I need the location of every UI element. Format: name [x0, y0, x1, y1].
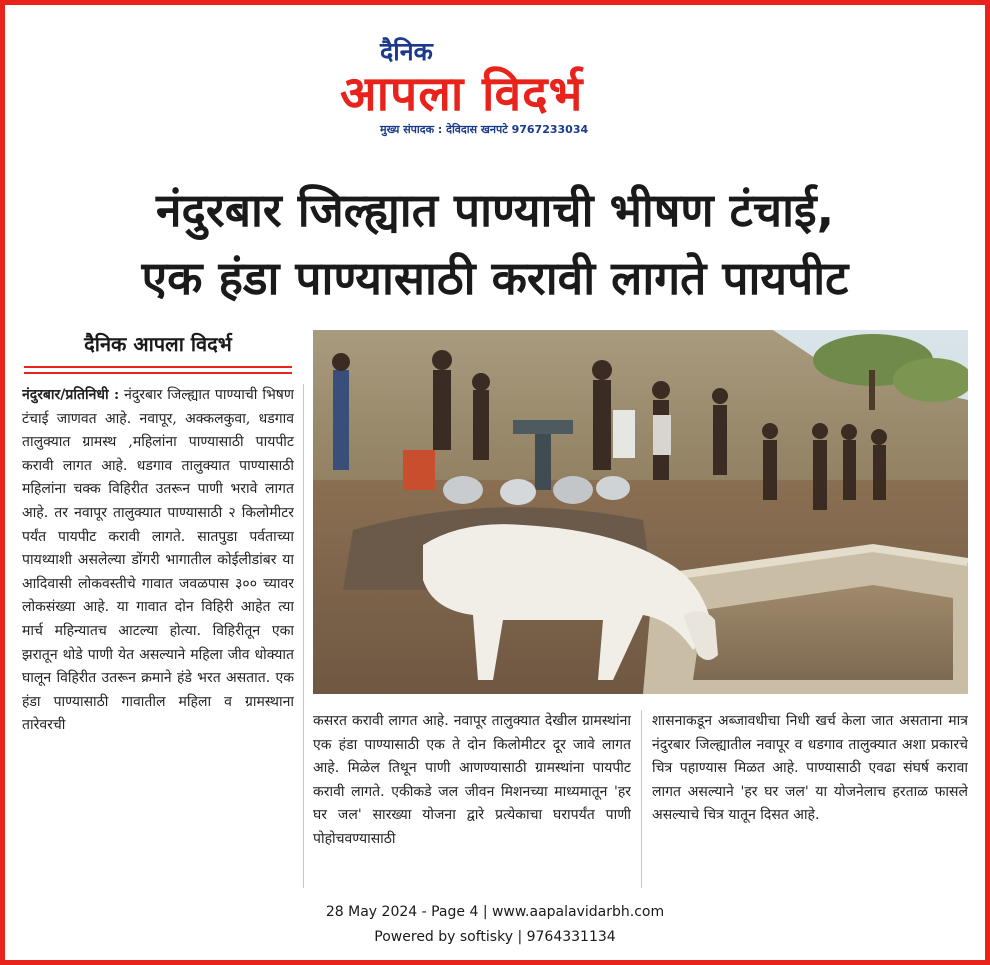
headline-line-1: नंदुरबार जिल्ह्यात पाण्याची भीषण टंचाई, — [155, 183, 835, 237]
article-column-3: शासनाकडून अब्जावधीचा निधी खर्च केला जात असताना मात्र नंदुरबार जिल्ह्यातील नवापूर व धडगाव तालुक्यात अशा प्रकारचे चित्र पहाण्यास मिळत आहे. पाण्यासाठी एवढा संघर्ष करावा लागत असल्याने 'हर घर जल' या योजनेलाच हरताळ फासले असल्याचे चित्र यातून दिसत आहे. — [652, 713, 968, 824]
dateline: नंदुरबार/प्रतिनिधी : — [22, 387, 120, 403]
masthead-logo — [340, 36, 660, 148]
article-headline — [0, 176, 990, 312]
byline-rule-top — [24, 366, 292, 368]
footer-powered-by: Powered by softisky | 9764331134 — [374, 929, 616, 945]
headline-line-2: एक हंडा पाण्यासाठी करावी लागते पायपीट — [141, 251, 849, 305]
column-divider-2 — [641, 710, 642, 888]
article-photo — [313, 330, 968, 694]
masthead-title: आपला विदर्भ — [340, 66, 584, 122]
column-divider-1 — [303, 384, 304, 888]
article-text-col1: नंदुरबार जिल्ह्यात पाण्याची भिषण टंचाई जाणवत आहे. नवापूर, अक्कलकुवा, धडगाव तालुक्यात ग्रामस्थ ,महिलांना पाण्यासाठी पायपीट करावी लागत आहे. धडगाव तालुक्यात पाण्यासाठी महिलांना चक्क विहिरीत उतरून पाणी भरावे लागत आहे. तर नवापूर तालुक्यात पाण्यासाठी २ किलोमीटर पर्यंत पायपीट करावी लागते. सातपुडा पर्वताच्या पायथ्याशी असलेल्या डोंगरी भागातील कोईलीडांबर या आदिवासी लोकवस्तीचे गावात जवळपास ३०० च्यावर लोकसंख्या आहे. या गावात दोन विहिरी आहेत त्या मार्च महिन्यातच आटल्या होत्या. विहिरीतून एका झरातून थोडे पाणी येत असल्याने महिला जीव धोक्यात घालून विहिरीत उतरून क्रमाने हंडे भरत असतात. एक हंडा पाण्यासाठी गावातील महिला व ग्रामस्थाना तारेवरची — [22, 387, 294, 734]
masthead-editor-line: मुख्य संपादक : देविदास खनपटे 9767233034 — [380, 123, 589, 136]
byline-rule-bottom — [24, 372, 292, 374]
footer-date-page: 28 May 2024 - Page 4 | www.aapalavidarbh.com — [325, 904, 665, 920]
byline: दैनिक आपला विदर्भ — [84, 332, 232, 356]
masthead-small-text: दैनिक — [380, 37, 433, 66]
article-column-2: कसरत करावी लागत आहे. नवापूर तालुक्यात देखील ग्रामस्थांना एक हंडा पाण्यासाठी एक ते दोन किलोमीटर दूर जावे लागत आहे. मिळेल तिथून पाणी आणण्यासाठी ग्रामस्थांना पायपीट करावी लागते. एकीकडे जल जीवन मिशनच्या माध्यमातून 'हर घर जल' सारख्या योजना द्वारे प्रत्येकाचा घरापर्यंत पाणी पोहोचवण्यासाठी — [313, 713, 631, 847]
article-column-1 — [22, 384, 294, 884]
